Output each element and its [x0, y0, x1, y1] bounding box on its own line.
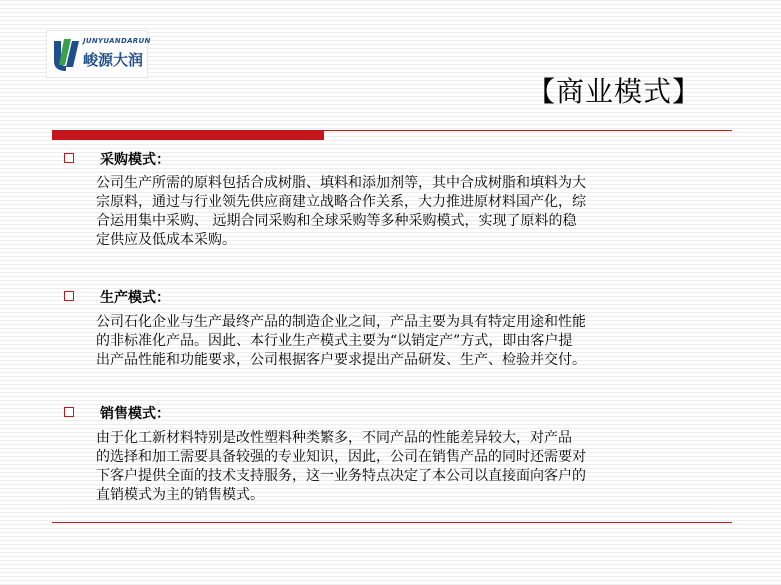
body-line: 下客户提供全面的技术支持服务，这一业务特点决定了本公司以直接面向客户的	[96, 468, 586, 484]
body-line: 公司石化企业与生产最终产品的制造企业之间，产品主要为具有特定用途和性能	[96, 314, 586, 330]
body-line: 合运用集中采购、 远期合同采购和全球采购等多种采购模式，实现了原料的稳	[96, 213, 577, 229]
body-line: 直销模式为主的销售模式。	[96, 487, 264, 503]
square-bullet-icon	[64, 153, 74, 163]
page-title: 【商业模式】	[526, 75, 701, 108]
square-bullet-icon	[64, 291, 74, 301]
body-line: 宗原料，通过与行业领先供应商建立战略合作关系，大力推进原材料国产化，综	[96, 194, 586, 210]
section-procurement	[62, 149, 722, 250]
section-heading	[62, 287, 722, 309]
logo-chinese-text: 峻源大润	[83, 51, 144, 69]
company-logo-icon	[51, 35, 81, 73]
body-line: 的非标准化产品。因此、本行业生产模式主要为“以销定产”方式，即由客户提	[96, 333, 573, 349]
section-body	[96, 429, 716, 505]
body-line: 出产品性能和功能要求，公司根据客户要求提出产品研发、生产、检验并交付。	[96, 352, 586, 368]
body-line: 定供应及低成本采购。	[96, 232, 236, 248]
section-label: 采购模式：	[100, 152, 170, 168]
company-logo	[46, 30, 151, 78]
section-sales	[62, 403, 722, 505]
header-divider-thick	[52, 131, 324, 140]
body-line: 公司生产所需的原料包括合成树脂、填料和添加剂等，其中合成树脂和填料为大	[96, 175, 586, 191]
logo-english-text: JUNYUANDARUN	[83, 37, 151, 45]
section-body	[96, 174, 716, 250]
square-bullet-icon	[64, 407, 74, 417]
section-heading	[62, 149, 722, 171]
footer-divider	[52, 522, 732, 523]
body-line: 由于化工新材料特别是改性塑料种类繁多，不同产品的性能差异较大，对产品	[96, 430, 572, 446]
section-production	[62, 287, 722, 370]
section-label: 生产模式：	[100, 290, 170, 306]
section-label: 销售模式：	[100, 406, 170, 422]
section-body	[96, 313, 716, 370]
body-line: 的选择和加工需要具备较强的专业知识，因此，公司在销售产品的同时还需要对	[96, 449, 586, 465]
section-heading	[62, 403, 722, 425]
